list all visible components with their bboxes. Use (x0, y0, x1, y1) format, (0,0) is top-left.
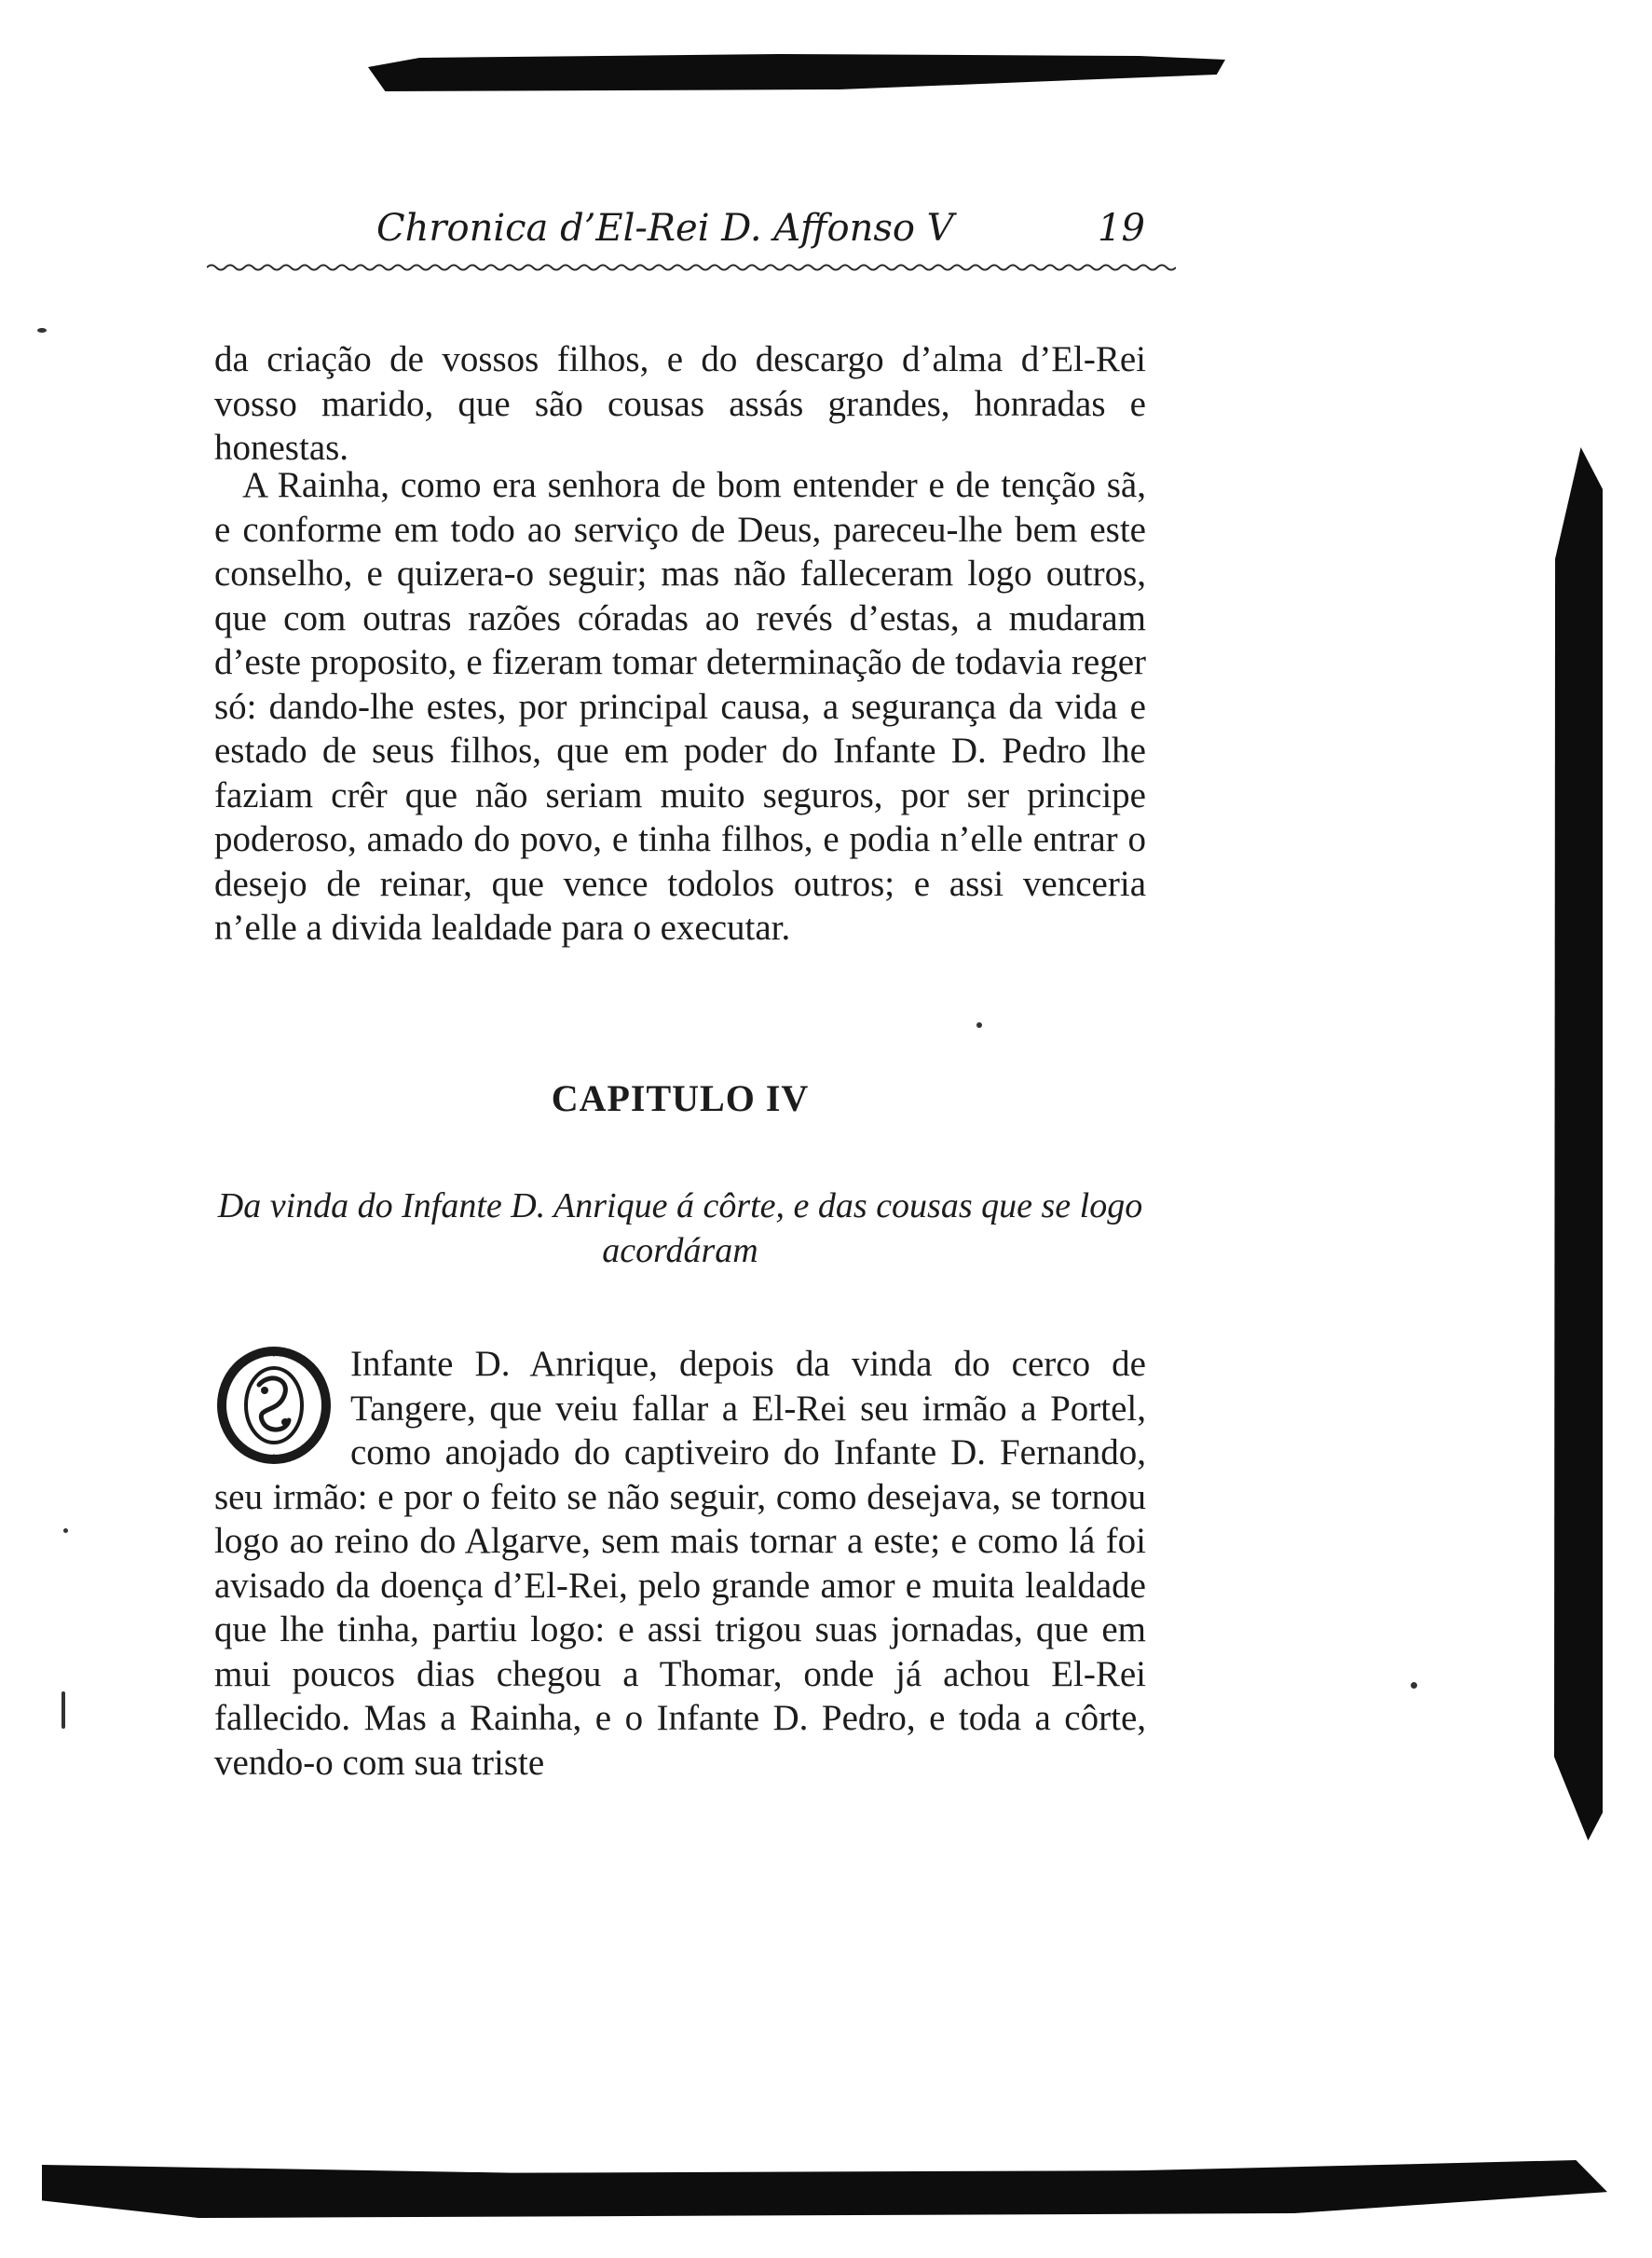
chapter-opening-text: Infante D. Anrique, depois da vinda do cerco de Tangere, que veiu fallar a El-Rei seu irmão a Portel, como anojado do captiveiro do Infante D. Fernando, seu irmão: e por o feito se não seguir, como desejava, se tornou logo ao reino do Algarve, sem mais tornar a este; e como lá foi avisado da doença d’El-Rei, pelo grande amor e muita lealdade que lhe tinha, partiu logo: e assi trigou suas jornadas, que em mui poucos dias chegou a Thomar, onde já achou El-Rei fallecido. Mas a Rainha, e o Infante D. Pedro, e toda a côrte, vendo-o com sua triste (214, 1344, 1146, 1783)
paragraph-continuation: da criação de vossos filhos, e do descargo d’alma d’El-Rei vosso marido, que são cousas assás grandes, honradas e honestas. (214, 339, 1146, 468)
speck (37, 328, 47, 333)
speck (1411, 1682, 1417, 1689)
page-number: 19 (1098, 207, 1145, 250)
running-title: Chronica d’El-Rei D. Affonso V (376, 207, 954, 250)
speck (63, 1528, 68, 1533)
speck (976, 1022, 982, 1028)
chapter-subtitle: Da vinda do Infante D. Anrique á côrte, e das cousas que se logo acordáram (217, 1186, 1143, 1270)
chapter-heading: CAPITULO IV (551, 1077, 810, 1119)
chapter-opening-paragraph (214, 1342, 1146, 1785)
header-rule (207, 261, 1176, 274)
paragraph-rainha: A Rainha, como era senhora de bom entender e de tenção sã, e conforme em todo ao serviço de Deus, pareceu-lhe bem este conselho, e quizera-o seguir; mas não falleceram logo outros, que com outras razões córadas ao revés d’estas, a mudaram d’este proposito, e fizeram tomar determinação de todavia reger só: dando-lhe estes, por principal causa, a segurança da vida e estado de seus filhos, que em poder do Infante D. Pedro lhe faziam crêr que não seriam muito seguros, por ser principe poderoso, amado do povo, e tinha filhos, e podia n’elle entrar o desejo de reinar, que vence todolos outros; e assi venceria n’elle a divida lealdade para o executar. (214, 465, 1146, 948)
speck (61, 1691, 65, 1729)
scan-edge-bottom (42, 2160, 1607, 2218)
scan-edge-right (1554, 447, 1603, 1841)
ornamental-drop-cap-o-icon (214, 1346, 334, 1465)
scan-edge-top (368, 54, 1225, 91)
